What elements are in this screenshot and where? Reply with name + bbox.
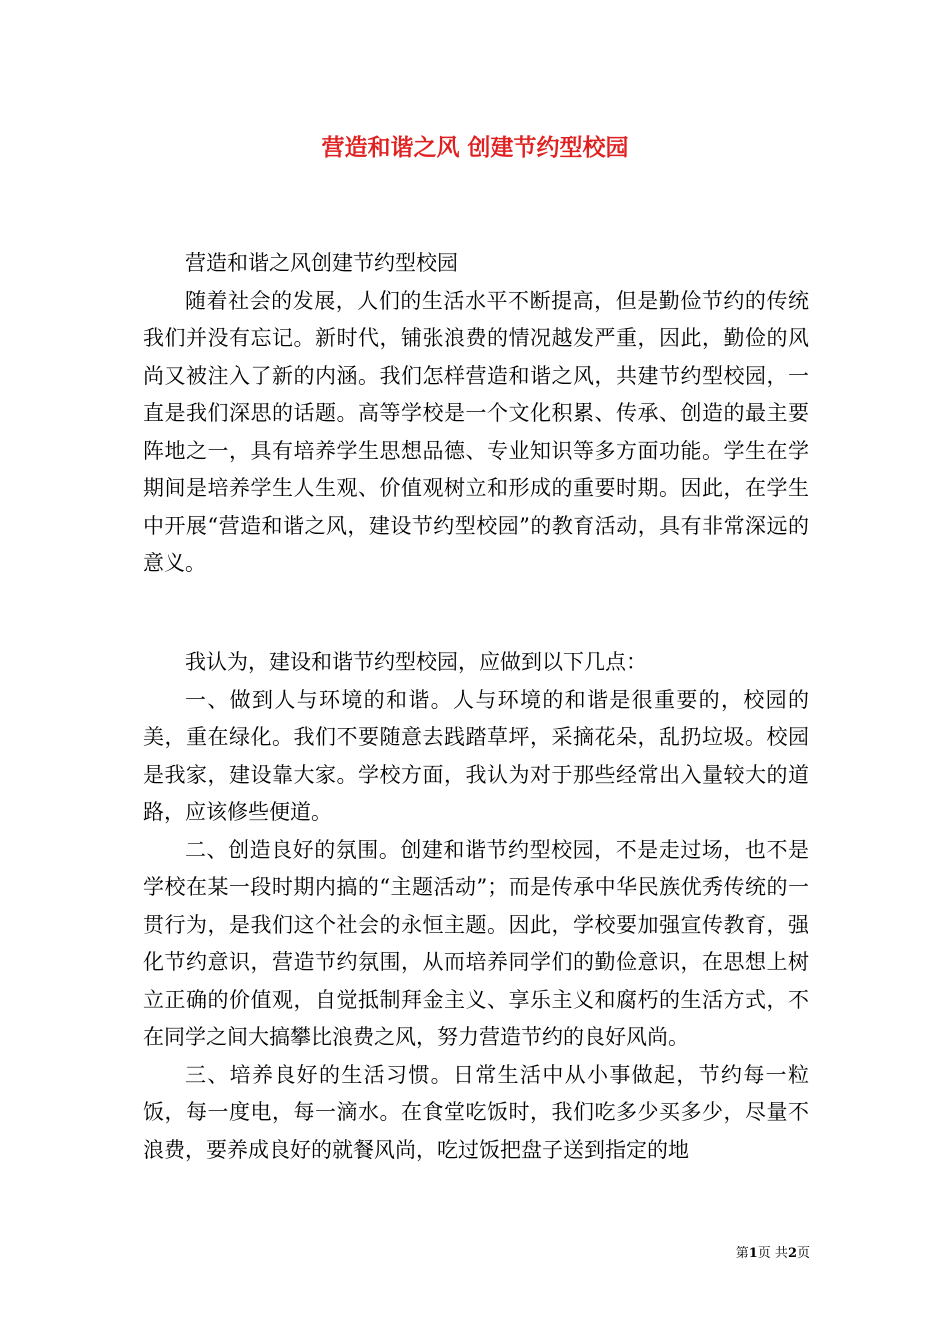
total-pages-number: 2 bbox=[787, 1246, 797, 1261]
intro-block bbox=[143, 245, 809, 583]
points-block bbox=[143, 644, 809, 1169]
subtitle-paragraph: 营造和谐之风创建节约型校园 bbox=[185, 251, 458, 275]
footer-middle: 页 共 bbox=[757, 1246, 788, 1261]
body-paragraph: 一、做到人与环境的和谐。人与环境的和谐是很重要的，校园的美，重在绿化。我们不要随意去践踏草坪，采摘花朵，乱扔垃圾。校园是我家，建设靠大家。学校方面，我认为对于那些经常出入量较大的道路，应该修些便道。 bbox=[143, 687, 809, 824]
current-page-number: 1 bbox=[748, 1246, 758, 1261]
page-footer bbox=[680, 1245, 810, 1263]
body-paragraph: 我认为，建设和谐节约型校园，应做到以下几点： bbox=[185, 650, 647, 674]
body-paragraph: 三、培养良好的生活习惯。日常生活中从小事做起，节约每一粒饭，每一度电，每一滴水。在食堂吃饭时，我们吃多少买多少，尽量不浪费，要养成良好的就餐风尚，吃过饭把盘子送到指定的地 bbox=[143, 1062, 809, 1162]
body-paragraph: 二、创造良好的氛围。创建和谐节约型校园，不是走过场，也不是学校在某一段时期内搞的“主题活动”；而是传承中华民族优秀传统的一贯行为，是我们这个社会的永恒主题。因此，学校要加强宣传教育，强化节约意识，营造节约氛围，从而培养同学们的勤俭意识，在思想上树立正确的价值观，自觉抵制拜金主义、享乐主义和腐朽的生活方式，不在同学之间大搞攀比浪费之风，努力营造节约的良好风尚。 bbox=[143, 837, 809, 1049]
footer-prefix: 第 bbox=[735, 1246, 749, 1261]
document-title: 营造和谐之风 创建节约型校园 bbox=[321, 134, 629, 161]
footer-suffix: 页 bbox=[796, 1246, 810, 1261]
body-paragraph: 随着社会的发展，人们的生活水平不断提高，但是勤俭节约的传统我们并没有忘记。新时代，铺张浪费的情况越发严重，因此，勤俭的风尚又被注入了新的内涵。我们怎样营造和谐之风，共建节约型校园，一直是我们深思的话题。高等学校是一个文化积累、传承、创造的最主要阵地之一，具有培养学生思想品德、专业知识等多方面功能。学生在学期间是培养学生人生观、价值观树立和形成的重要时期。因此，在学生中开展“营造和谐之风，建设节约型校园”的教育活动，具有非常深远的意义。 bbox=[143, 288, 809, 575]
